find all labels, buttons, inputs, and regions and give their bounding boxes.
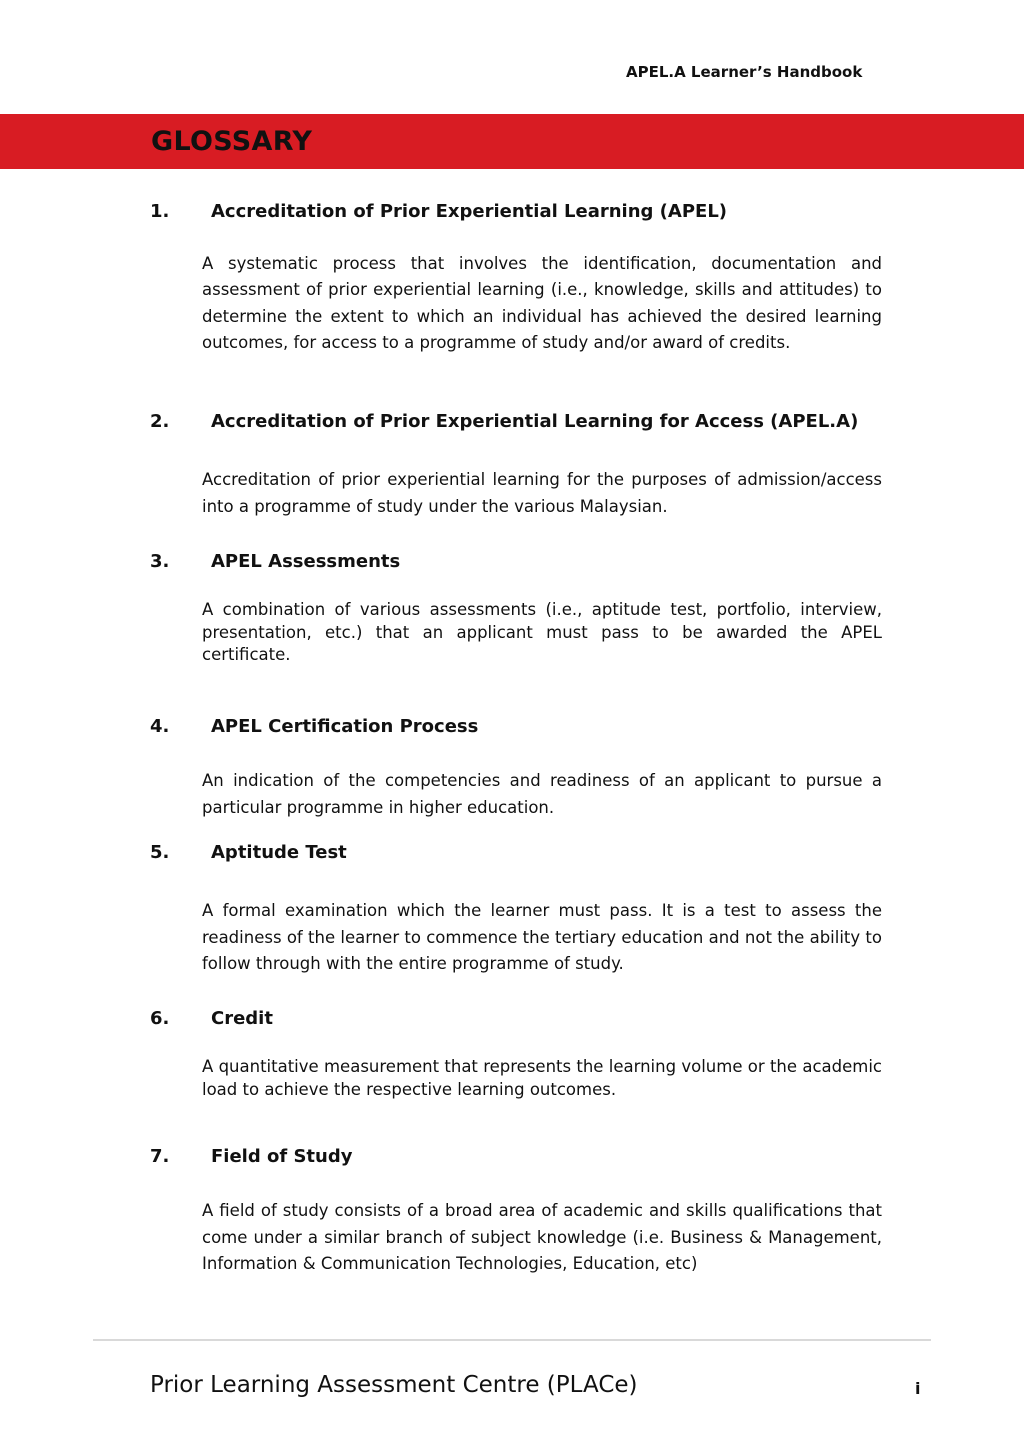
entry-term: Accreditation of Prior Experiential Learning (APEL) <box>211 201 728 222</box>
entry-number: 2. <box>150 411 170 432</box>
entry-term: Aptitude Test <box>211 842 347 863</box>
entry-definition: Accreditation of prior experiential learning for the purposes of admission/access into a programme of study under the various Malaysian. <box>202 470 882 516</box>
footer-divider <box>93 1339 931 1341</box>
entry-definition: An indication of the competencies and readiness of an applicant to pursue a particular programme in higher education. <box>202 771 882 817</box>
entry-term: APEL Certification Process <box>211 716 479 737</box>
entry-term: Accreditation of Prior Experiential Learning for Access (APEL.A) <box>211 411 859 432</box>
entry-definition: A systematic process that involves the identification, documentation and assessment of prior experiential learning (i.e., knowledge, skills and attitudes) to determine the extent to which an individual has achieved the desired learning outcomes, for access to a programme of study and/or award of credits. <box>202 254 882 353</box>
entry-term: Credit <box>211 1008 273 1029</box>
entry-number: 7. <box>150 1146 170 1167</box>
entry-definition: A combination of various assessments (i.e., aptitude test, portfolio, interview, presentation, etc.) that an applicant must pass to be awarded the APEL certificate. <box>202 600 882 664</box>
footer-organization: Prior Learning Assessment Centre (PLACe) <box>150 1372 638 1398</box>
section-banner <box>0 114 1024 169</box>
section-title: GLOSSARY <box>151 126 313 157</box>
entry-number: 4. <box>150 716 170 737</box>
entry-definition: A quantitative measurement that represents the learning volume or the academic load to achieve the respective learning outcomes. <box>202 1057 882 1099</box>
entry-number: 6. <box>150 1008 170 1029</box>
running-header: APEL.A Learner’s Handbook <box>626 63 863 81</box>
entry-definition: A formal examination which the learner must pass. It is a test to assess the readiness of the learner to commence the tertiary education and not the ability to follow through with the entire programme of study. <box>202 901 882 973</box>
entry-number: 3. <box>150 551 170 572</box>
entry-definition: A field of study consists of a broad area of academic and skills qualifications that come under a similar branch of subject knowledge (i.e. Business & Management, Information & Communication Technologies, Education, etc) <box>202 1201 882 1273</box>
entry-number: 5. <box>150 842 170 863</box>
page-number: i <box>915 1379 921 1398</box>
entry-term: APEL Assessments <box>211 551 401 572</box>
entry-term: Field of Study <box>211 1146 353 1167</box>
entry-number: 1. <box>150 201 170 222</box>
